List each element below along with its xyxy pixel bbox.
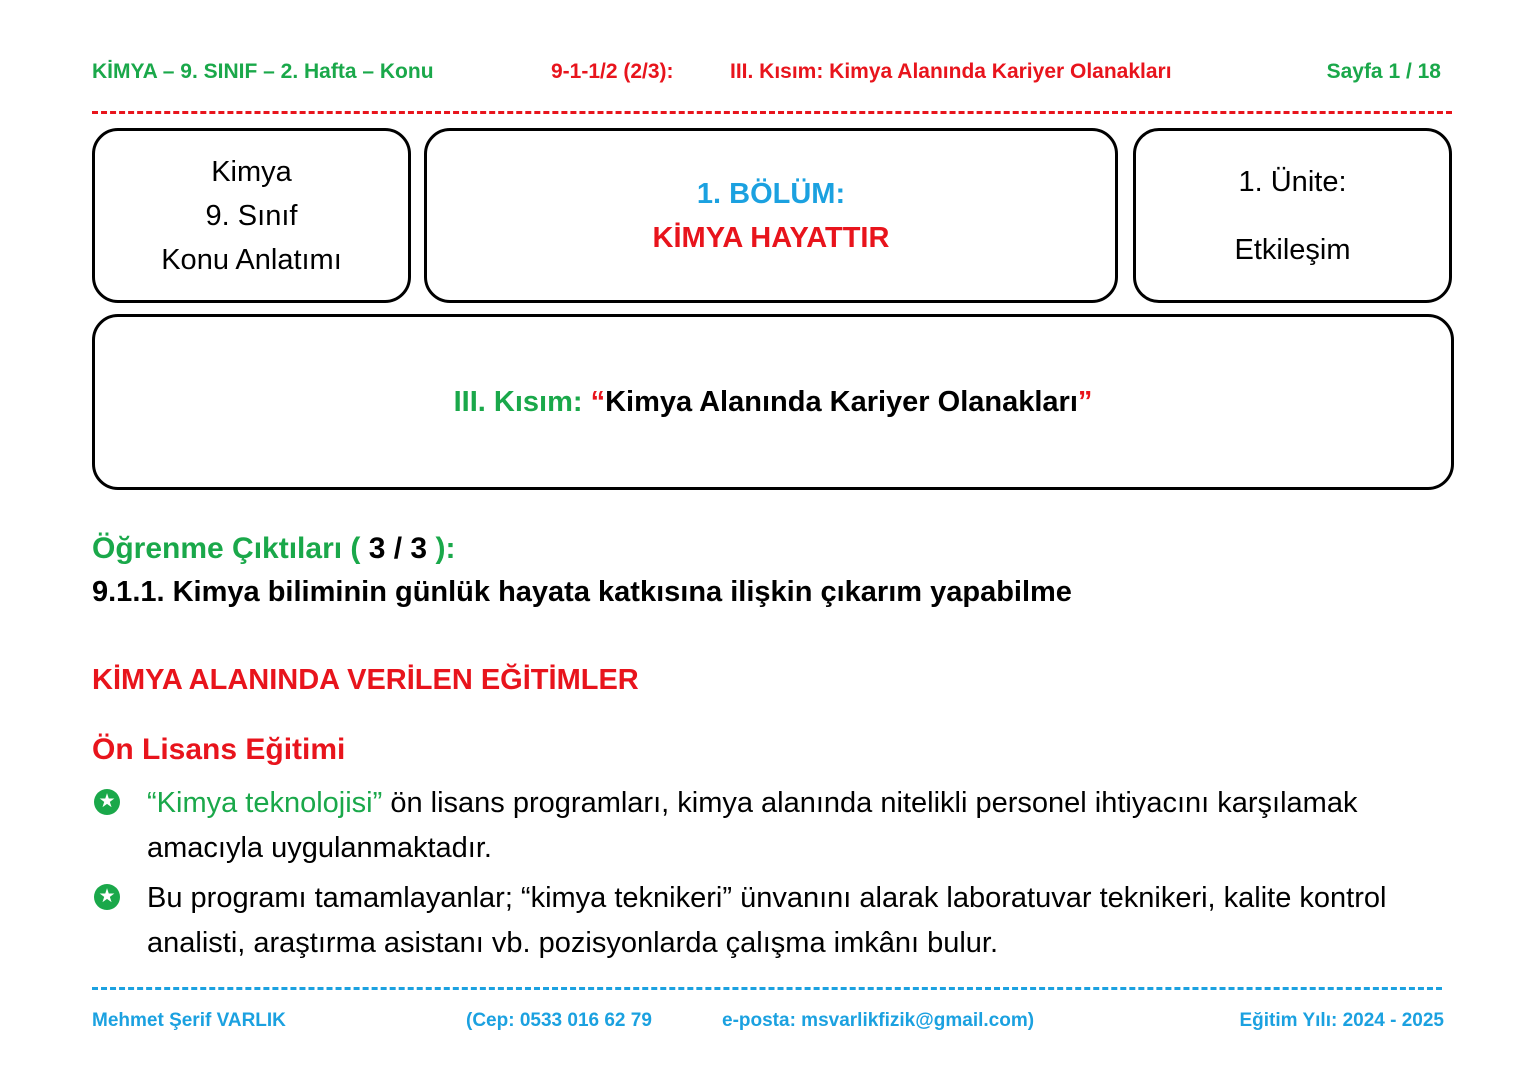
bullet-item [147,876,1467,966]
footer-phone: (Cep: 0533 016 62 79 [466,1010,652,1031]
header-code: 9-1-1/2 (2/3): [551,60,674,83]
chapter-box [424,128,1118,303]
course-line: Kimya [211,155,292,188]
header-course: KİMYA – 9. SINIF – 2. Hafta – Konu [92,60,434,83]
star-circle-icon: ★ [94,789,120,815]
open-quote: “ [590,385,606,418]
section-box [92,314,1454,490]
bullet-quoted: “Kimya teknolojisi” [147,787,383,819]
unit-name: Etkileşim [1234,233,1351,266]
section-heading: KİMYA ALANINDA VERİLEN EĞİTİMLER [92,664,639,696]
course-line: 9. Sınıf [205,199,298,232]
footer-email: e-posta: msvarlikfizik@gmail.com) [722,1010,1035,1031]
bullet-item [147,781,1467,871]
chapter-part: 1. BÖLÜM: [696,177,846,210]
bullet-text: Bu programı tamamlayanlar; “kimya teknikeri” ünvanını alarak laboratuvar teknikeri, kalite kontrol analisti, araştırma asistanı vb. pozisyonlarda çalışma imkânı bulur. [147,882,1387,959]
outcomes-heading [92,532,455,566]
course-line: Konu Anlatımı [161,243,342,276]
close-quote: ” [1077,385,1093,418]
subheading: Ön Lisans Eğitimi [92,733,346,766]
section-label: III. Kısım: [453,385,583,418]
unit-label: 1. Ünite: [1238,165,1347,198]
outcomes-label: Öğrenme Çıktıları ( [92,532,361,565]
course-box [92,128,411,303]
footer-divider [92,987,1442,990]
outcomes-count: 3 / 3 [360,532,436,565]
outcome-item: 9.1.1. Kimya biliminin günlük hayata katkısına ilişkin çıkarım yapabilme [92,576,1072,608]
unit-box [1133,128,1452,303]
footer-year: Eğitim Yılı: 2024 - 2025 [1239,1010,1444,1031]
footer-author: Mehmet Şerif VARLIK [92,1010,286,1031]
chapter-title: KİMYA HAYATTIR [652,221,890,254]
bullet-text: ön lisans programları, kimya alanında nitelikli personel ihtiyacını karşılamak amacıyla uygulanmaktadır. [147,787,1358,864]
header-divider [92,111,1452,114]
star-circle-icon: ★ [94,884,120,910]
header-section: III. Kısım: Kimya Alanında Kariyer Olanakları [730,60,1172,83]
section-title: Kimya Alanında Kariyer Olanakları [605,385,1078,418]
outcomes-end: ): [435,532,456,565]
header-page: Sayfa 1 / 18 [1326,60,1441,83]
